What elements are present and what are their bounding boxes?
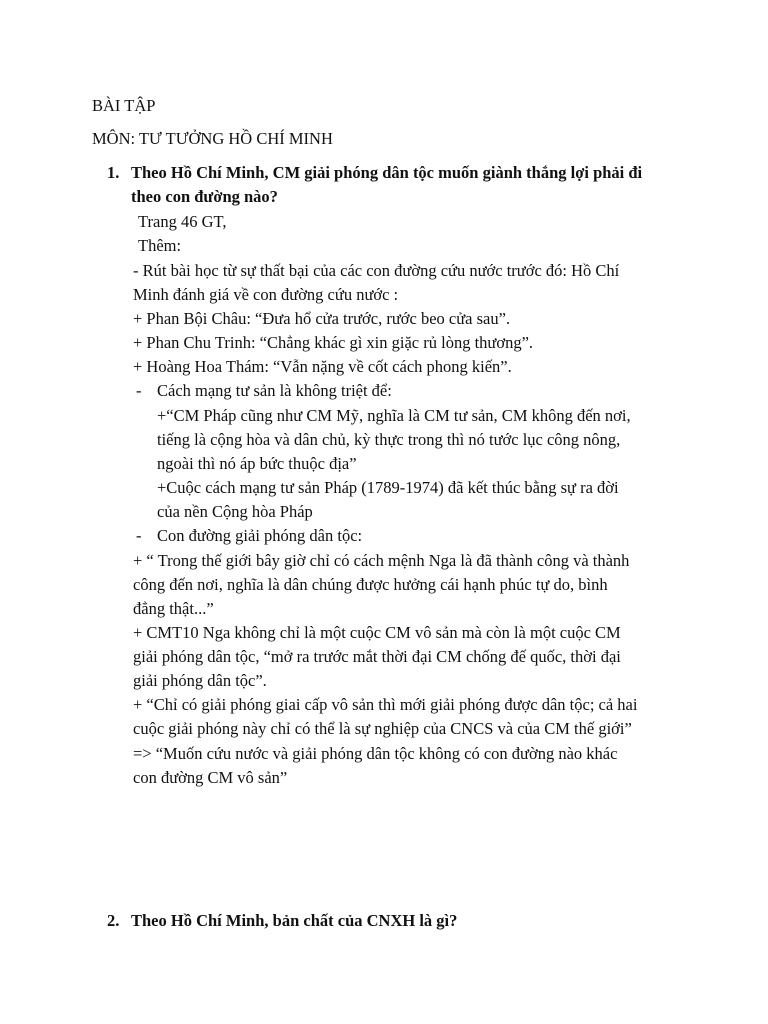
lesson-line-1: - Rút bài học từ sự thất bại của các con đường cứu nước trước đó: Hồ Chí bbox=[133, 261, 620, 280]
bourgeois-quote-line-2: tiếng là cộng hòa và dân chủ, kỳ thực trong thì nó tước lục công nông, bbox=[157, 430, 621, 449]
hoang-hoa-tham-quote: + Hoàng Hoa Thám: “Vẫn nặng về cốt cách phong kiến”. bbox=[133, 357, 512, 376]
phan-boi-chau-quote: + Phan Bội Châu: “Đưa hổ cửa trước, rước beo cửa sau”. bbox=[133, 309, 511, 328]
bullet-dash-2: - bbox=[136, 526, 142, 545]
national-liberation-heading: Con đường giải phóng dân tộc: bbox=[157, 526, 363, 545]
bourgeois-revolution-heading: Cách mạng tư sản là không triệt để: bbox=[157, 381, 392, 400]
conclusion-line-1: => “Muốn cứu nước và giải phóng dân tộc không có con đường nào khác bbox=[133, 744, 618, 763]
subject-line: MÔN: TƯ TƯỞNG HỒ CHÍ MINH bbox=[92, 129, 333, 148]
russian-revolution-quote-line-3: đẳng thật...” bbox=[133, 599, 214, 618]
russian-revolution-quote-line-1: + “ Trong thế giới bây giờ chỉ có cách mệnh Nga là đã thành công và thành bbox=[133, 551, 630, 570]
french-revolution-line-2: của nền Cộng hòa Pháp bbox=[157, 502, 313, 521]
bourgeois-quote-line-1: +“CM Pháp cũng như CM Mỹ, nghĩa là CM tư sản, CM không đến nơi, bbox=[157, 406, 631, 425]
additional-label: Thêm: bbox=[138, 236, 182, 255]
lesson-line-2: Minh đánh giá về con đường cứu nước : bbox=[133, 285, 399, 304]
question-2-number: 2. bbox=[107, 911, 120, 930]
bullet-dash-1: - bbox=[136, 381, 142, 400]
russian-revolution-quote-line-2: công đến nơi, nghĩa là dân chúng được hưởng cái hạnh phúc tự do, bình bbox=[133, 575, 608, 594]
french-revolution-line-1: +Cuộc cách mạng tư sản Pháp (1789-1974) đã kết thúc bằng sự ra đời bbox=[157, 478, 619, 497]
question-1-text-line-1: Theo Hồ Chí Minh, CM giải phóng dân tộc muốn giành thắng lợi phải đi bbox=[131, 163, 643, 182]
october-revolution-line-1: + CMT10 Nga không chỉ là một cuộc CM vô sản mà còn là một cuộc CM bbox=[133, 623, 621, 642]
october-revolution-line-2: giải phóng dân tộc, “mở ra trước mắt thời đại CM chống đế quốc, thời đại bbox=[133, 647, 621, 666]
conclusion-line-2: con đường CM vô sản” bbox=[133, 768, 288, 787]
question-1-text-line-2: theo con đường nào? bbox=[131, 187, 278, 206]
proletarian-liberation-line-2: cuộc giải phóng này chỉ có thể là sự nghiệp của CNCS và của CM thế giới” bbox=[133, 719, 632, 738]
question-1-number: 1. bbox=[107, 163, 120, 182]
proletarian-liberation-line-1: + “Chỉ có giải phóng giai cấp vô sản thì mới giải phóng được dân tộc; cả hai bbox=[133, 695, 638, 714]
phan-chu-trinh-quote: + Phan Chu Trinh: “Chẳng khác gì xin giặc rủ lòng thương”. bbox=[133, 333, 534, 352]
page-reference: Trang 46 GT, bbox=[138, 212, 227, 231]
question-2-text: Theo Hồ Chí Minh, bản chất của CNXH là gì? bbox=[131, 911, 458, 930]
document-title: BÀI TẬP bbox=[92, 96, 156, 115]
bourgeois-quote-line-3: ngoài thì nó áp bức thuộc địa” bbox=[157, 454, 357, 473]
october-revolution-line-3: giải phóng dân tộc”. bbox=[133, 671, 267, 690]
